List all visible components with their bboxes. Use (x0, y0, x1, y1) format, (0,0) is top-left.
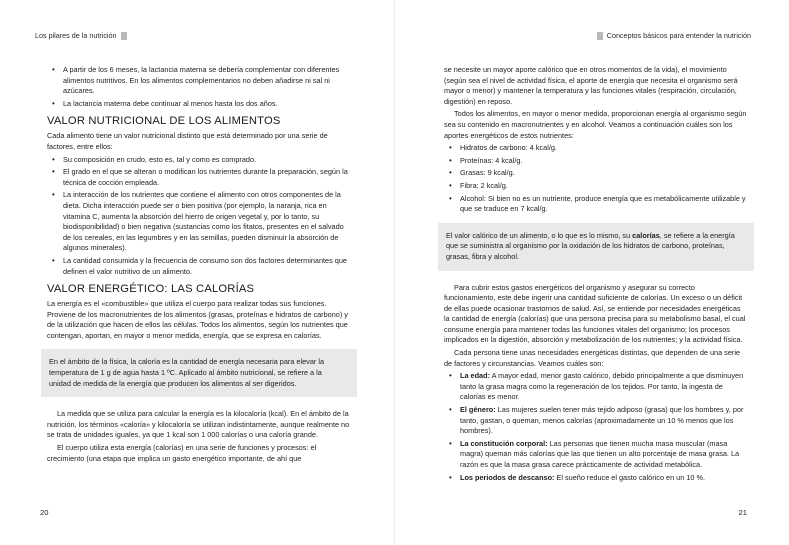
list-item-text: Las mujeres suelen tener más tejido adiposo (grasa) que los hombres y, por tanto, gastan, o queman, menos calorías (aproximadamente un 10 % menos que los hombres). (460, 405, 744, 436)
aportes-list (444, 143, 748, 215)
callout-text (446, 231, 742, 263)
list-item: • La cantidad consumida y la frecuencia de consumo son dos factores determinantes que definen el valor nutritivo de un alimento. (47, 256, 351, 277)
page-number-left: 20 (40, 508, 49, 517)
running-head-right (597, 31, 751, 40)
list-item (444, 473, 748, 484)
paragraph: El cuerpo utiliza esta energía (calorías) en una serie de funciones y procesos: el crecimiento (una etapa que implica un gasto energético importante, de ahí que (47, 443, 317, 463)
list-item: • Fibra: 2 kcal/g. (444, 181, 748, 192)
heading-valor-energetico: VALOR ENERGÉTICO: LAS CALORÍAS (47, 283, 255, 296)
paragraph: La energía es el «combustible» que utiliza el cuerpo para realizar todas sus funciones. Proviene de los macronutrientes de los alimentos (grasas, proteínas e hidratos de carbono) y de la utilización que hacen de ellos las células. Todos los alimentos, según los nutrientes que contengan, aportan, en mayor o menor medida, energía, que se expresa en calorías. (47, 299, 348, 340)
callout-text: En el ámbito de la física, la caloría es la cantidad de energía necesaria para elevar la temperatura de 1 g de agua hasta 1 ºC. Aplicado al ámbito nutricional, se refiere a la unidad de medida de la energía que producen los alimentos al ser digeridos. (49, 357, 325, 388)
callout-text-bold: calorías (632, 230, 660, 240)
page-number-right: 21 (738, 508, 747, 517)
list-item: • Grasas: 9 kcal/g. (444, 168, 748, 179)
callout-box-caloria (41, 349, 357, 397)
list-item-text: A mayor edad, menor gasto calórico, debido principalmente a que disminuyen tanto la grasa magra como la regeneración de los tejidos. Por tanto, la ingesta de calorías es menor. (460, 371, 744, 402)
list-item-term: La edad: (460, 371, 491, 381)
list-item-term: Los periodos de descanso: (460, 472, 555, 482)
paragraph: Cada alimento tiene un valor nutricional distinto que está determinado por una serie de factores, entre ellos: (47, 131, 328, 151)
callout-box-valor-calorico (438, 223, 754, 271)
list-item: • La interacción de los nutrientes que contiene el alimento con otros componentes de la dieta. Dicha interacción puede ser o bien positiva (por ejemplo, la naranja, rica en vitamina C, aumenta la absorción del hierro de origen vegetal y, por lo tanto, su biodisponibilidad) o bien negativa (sustancias como los fitatos, presentes en el salvado de los cereales, en las legumbres y en las semillas, pueden disminuir la absorción de algunos minerales). (47, 190, 351, 254)
list-item (444, 439, 748, 471)
list-item: • Alcohol: Si bien no es un nutriente, produce energía que es metabólicamente utilizable y que se traduce en 7 kcal/g. (444, 194, 748, 215)
left-page-content (47, 65, 351, 466)
paragraph: se necesite un mayor aporte calórico que en otros momentos de la vida), el movimiento (según sea el nivel de actividad física, el aporte de energía que necesita el organismo será mayor o menor) y mantener la temperatura y las funciones vitales (respiración, circulación, digestión) en reposo. (444, 65, 738, 106)
running-head-left (35, 31, 127, 40)
list-item: • Su composición en crudo, esto es, tal y como es comprado. (47, 155, 351, 166)
heading-valor-nutricional: VALOR NUTRICIONAL DE LOS ALIMENTOS (47, 115, 281, 128)
callout-text-a: El valor calórico de un alimento, o lo que es lo mismo, su (446, 230, 633, 240)
list-item: • La lactancia materna debe continuar al menos hasta los dos años. (47, 99, 351, 110)
paragraph: Para cubrir estos gastos energéticos del organismo y asegurar su correcto funcionamiento, este debe ingerir una cantidad suficiente de calorías. Un exceso o un déficit de ellas puede ocasionar trastornos de salud. Así, se entiende por necesidades energéticas la cantidad de energía (calorías) que una persona precisa para su metabolismo basal, el cual consume energía para mantener todas las funciones vitales del organismo; los procesos implicados en la digestión, absorción y metabolización de los nutrientes; y la actividad física. (444, 282, 746, 345)
right-page-content (444, 65, 748, 489)
paragraph: Todos los alimentos, en mayor o menor medida, proporcionan energía al organismo según sea su contenido en macronutrientes y en alcohol. Veamos a continuación cuáles son los aportes energéticos de estos nutrientes: (444, 109, 747, 140)
left-page (0, 0, 394, 545)
list-item (444, 405, 748, 437)
list-item (444, 371, 748, 403)
list-item: • A partir de los 6 meses, la lactancia materna se debería complementar con diferentes alimentos nutritivos. En los alimentos complementarios no deben añadirse ni sal ni azúcares. (47, 65, 351, 97)
callout-text-c: , se refiere a la energía que se suministra al organismo por la oxidación de los hidratos de carbono, proteínas, grasas, fibra y alcohol. (446, 230, 735, 261)
running-head-right-text: Conceptos básicos para entender la nutrición (606, 31, 751, 40)
paragraph: Cada persona tiene unas necesidades energéticas distintas, que dependen de una serie de factores y circunstancias. Veamos cuáles son: (444, 348, 741, 368)
right-page (395, 0, 789, 545)
running-head-square-icon (597, 32, 603, 40)
list-item-term: La constitución corporal: (460, 438, 548, 448)
list-item-text: Las personas que tienen mucha masa muscular (masa magra) queman más calorías que las que tienen un alto porcentaje de masa grasa. La razón es que la masa grasa carece prácticamente de actividad metabólica. (460, 438, 740, 469)
list-item: • El grado en el que se alteran o modifican los nutrientes durante la preparación, según la técnica de cocción empleada. (47, 167, 351, 188)
list-item: • Hidratos de carbono: 4 kcal/g. (444, 143, 748, 154)
list-item: • Proteínas: 4 kcal/g. (444, 156, 748, 167)
running-head-left-text: Los pilares de la nutrición (35, 31, 117, 40)
necesidades-list (444, 371, 748, 483)
list-item-term: El género: (460, 405, 496, 415)
running-head-square-icon (121, 32, 127, 40)
list-item-text: El sueño reduce el gasto calórico en un 10 %. (554, 472, 705, 482)
lactancia-list (47, 65, 351, 109)
factores-list (47, 155, 351, 278)
paragraph: La medida que se utiliza para calcular la energía es la kilocaloría (kcal). En el ámbito de la nutrición, los términos «caloría» y kilocaloría se utilizan indistintamente, aunque realmente no se trata de unidades iguales, ya que 1 kcal son 1 000 calorías o una caloría grande. (47, 409, 350, 440)
